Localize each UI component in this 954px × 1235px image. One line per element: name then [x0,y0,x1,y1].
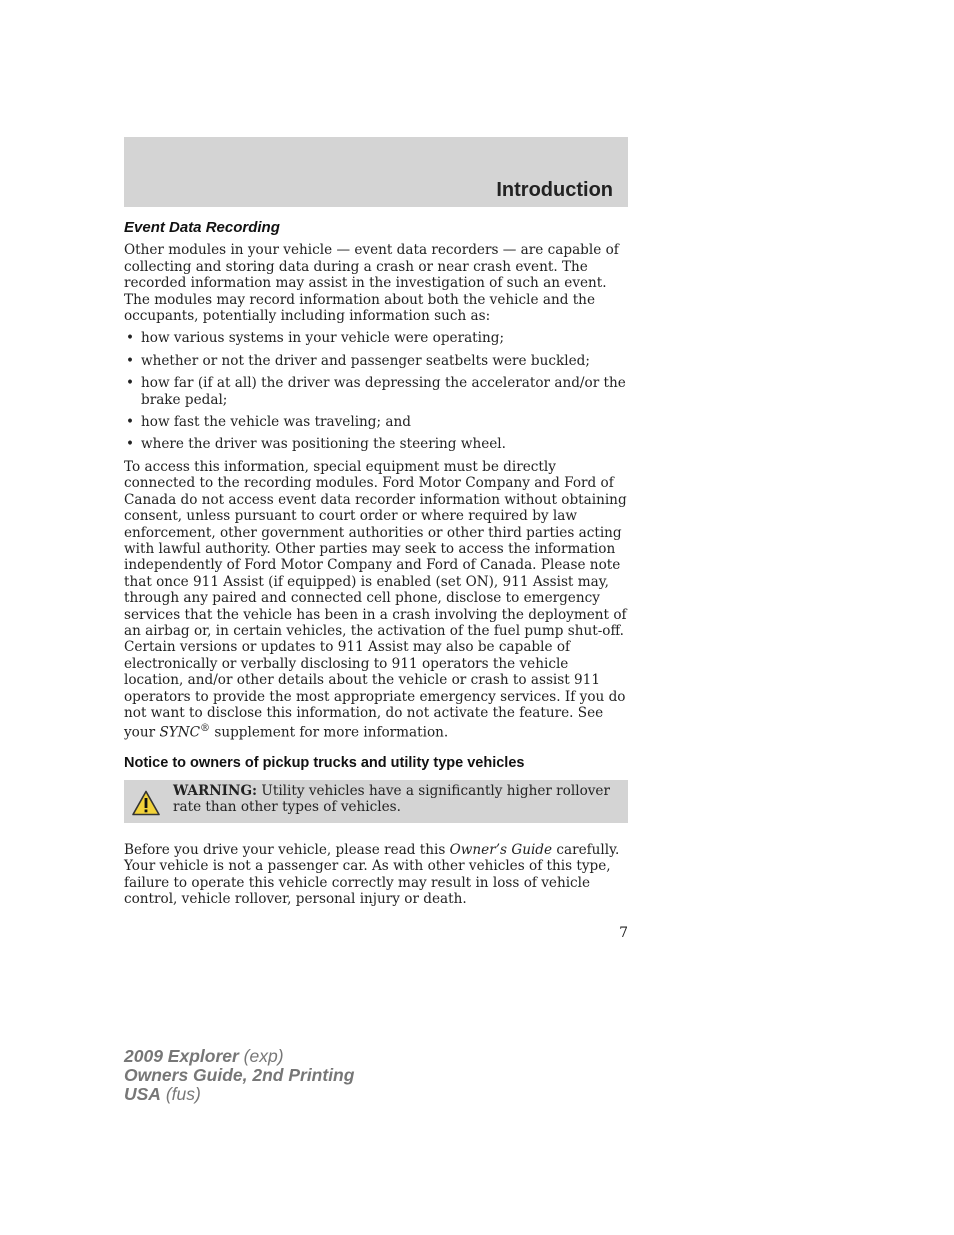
footer-line-1 [124,1047,354,1066]
page-content [124,220,628,913]
registered-mark: ® [200,723,211,735]
list-item: • how fast the vehicle was traveling; and [124,414,628,430]
list-item: • whether or not the driver and passenger seatbelts were buckled; [124,353,628,369]
footer-market: USA [124,1084,161,1104]
footer-market-code: (fus) [160,1084,201,1104]
warning-triangle-icon [132,790,160,816]
intro-paragraph: Other modules in your vehicle — event data recorders — are capable of collecting and storing data during a crash or near crash event. The recorded information may assist in the investigation of such an event. The modules may record information about both the vehicle and the occupants, potentially including information such as: [124,242,619,325]
access-text: To access this information, special equipment must be directly connected to the recording modules. Ford Motor Company and Ford of Canada do not access event data recorder information without obtaining consent, unless pursuant to court order or where required by law enforcement, other government authorities or other third parties acting with lawful authority. Other parties may seek to access the information independently of Ford Motor Company and Ford of Canada. Please note that once 911 Assist (if equipped) is enabled (set ON), 911 Assist may, through any paired and connected cell phone, disclose to emergency services that the vehicle has been in a crash involving the deployment of an airbag or, in certain vehicles, the activation of the fuel pump shut-off. Certain versions or updates to 911 Assist may also be capable of electronically or verbally disclosing to 911 operators the vehicle location, and/or other details about the vehicle or crash to assist 911 operators to provide the most appropriate emergency services. If you do not want to disclose this information, do not activate the feature. See your [124,458,627,741]
section-title: Introduction [496,179,613,201]
access-paragraph [124,459,628,741]
list-item: • where the driver was positioning the steering wheel. [124,436,628,452]
footer-model-code: (exp) [238,1046,284,1066]
recorded-info-list [124,330,628,452]
footer-model: 2009 Explorer [124,1046,239,1066]
event-data-recording-heading: Event Data Recording [124,219,280,236]
warning-message: Utility vehicles have a significantly higher rollover rate than other types of vehicles. [173,782,610,816]
footer-guide: Owners Guide, 2nd Printing [124,1065,355,1085]
pickup-notice-heading: Notice to owners of pickup trucks and utility type vehicles [124,755,525,772]
owners-guide-title: Owner’s Guide [449,841,553,858]
warning-box [124,780,628,823]
owners-guide-paragraph [124,842,628,908]
guide-text: Before you drive your vehicle, please read this [124,841,450,858]
list-item: • how far (if at all) the driver was depressing the accelerator and/or the brake pedal; [124,375,628,408]
sync-text: SYNC [159,724,201,741]
warning-label: WARNING: [173,782,258,799]
footer-line-2 [124,1066,354,1085]
warning-text [173,783,616,816]
access-text-end: supplement for more information. [210,724,449,741]
page-number: 7 [619,925,628,941]
guide-text-end: carefully. Your vehicle is not a passenger car. As with other vehicles of this type, failure to operate this vehicle correctly may result in loss of vehicle control, vehicle rollover, personal injury or death. [124,841,620,907]
document-footer [124,1047,354,1104]
list-item: • how various systems in your vehicle were operating; [124,330,628,346]
footer-line-3 [124,1085,354,1104]
section-header-band [124,137,628,207]
